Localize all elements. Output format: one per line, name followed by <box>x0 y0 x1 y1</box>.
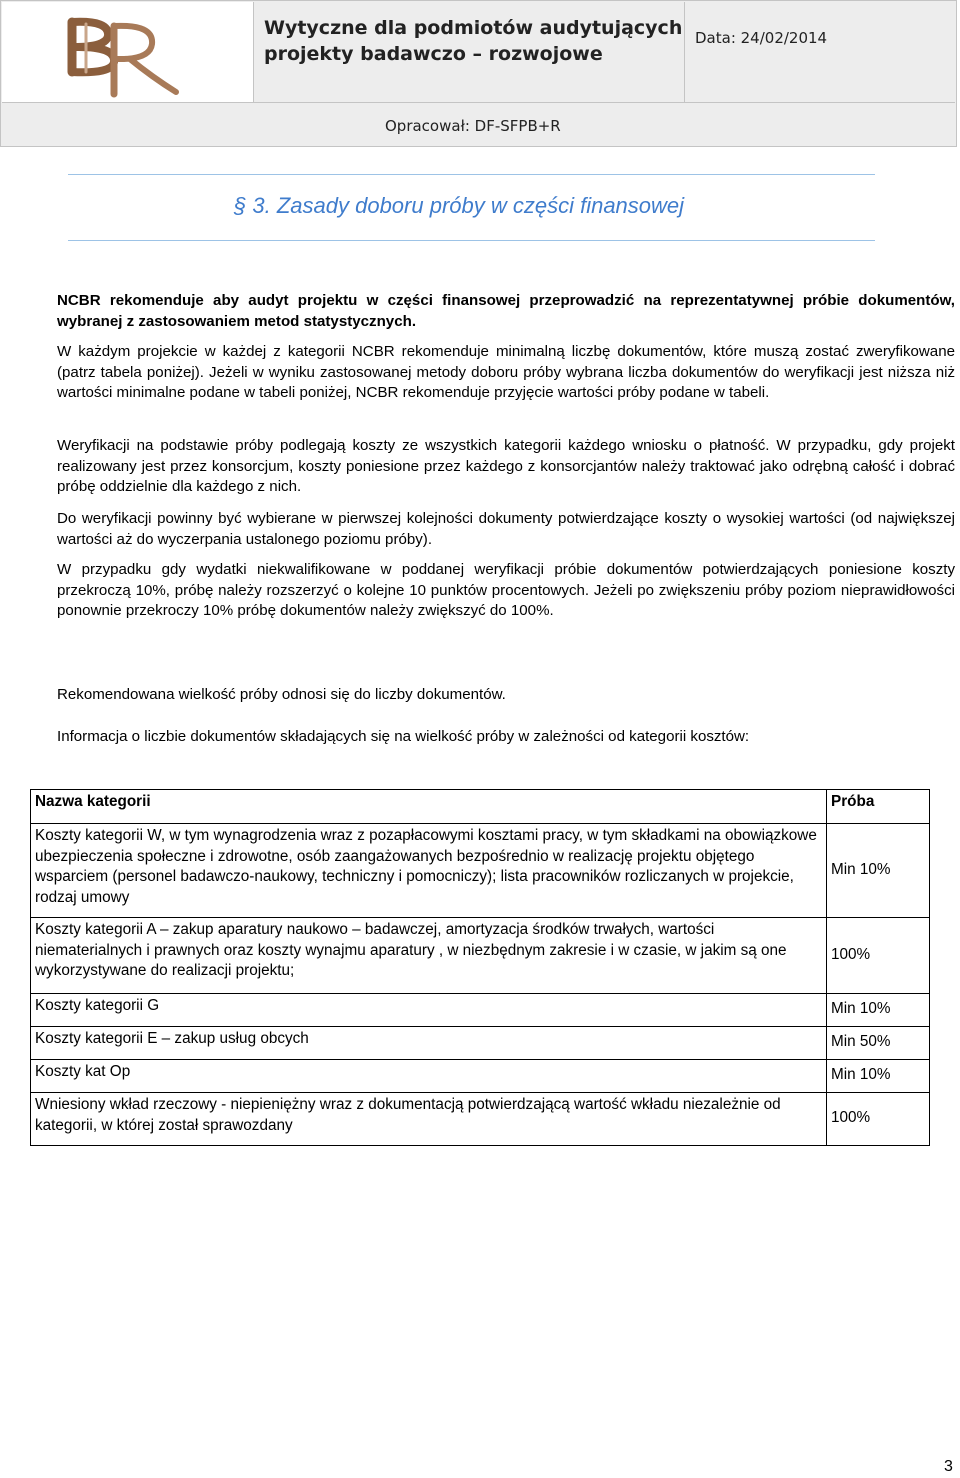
row-sample: Min 10% <box>827 994 930 1027</box>
document-title-line-2: projekty badawczo – rozwojowe <box>264 43 603 65</box>
table-row <box>31 994 930 1027</box>
table-row <box>31 1027 930 1060</box>
row-category: Koszty kategorii E – zakup usług obcych <box>31 1027 827 1060</box>
table-row <box>31 1093 930 1146</box>
prepared-by: Opracował: DF-SFPB+R <box>385 117 561 135</box>
heading-rule-top <box>68 174 875 175</box>
document-header <box>0 0 957 147</box>
header-author-row <box>2 102 955 147</box>
row-category: Koszty kat Op <box>31 1060 827 1093</box>
header-sample: Próba <box>827 790 930 824</box>
row-sample: Min 10% <box>827 1060 930 1093</box>
paragraph-extension: W przypadku gdy wydatki niekwalifikowane w poddanej weryfikacji próbie dokumentów potwierdzających poniesione koszty przekroczą 10%, próbę należy rozszerzyć o kolejne 10 punktów procentowych. Jeżeli po zwiększeniu próby poziom nieprawidłowości ponownie przekroczy 10% próbę dokumentów należy zwiększyć do 100%. <box>57 561 955 619</box>
header-category: Nazwa kategorii <box>31 790 827 824</box>
row-category: Koszty kategorii G <box>31 994 827 1027</box>
ncbr-logo-icon <box>2 2 253 102</box>
table-row <box>31 918 930 994</box>
heading-rule-bottom <box>68 240 875 241</box>
section-symbol: § <box>234 193 247 218</box>
row-sample: Min 50% <box>827 1027 930 1060</box>
document-date: Data: 24/02/2014 <box>695 29 828 47</box>
section-heading <box>234 193 684 219</box>
row-category: Koszty kategorii A – zakup aparatury naukowo – badawczej, amortyzacja środków trwałych, wartości niematerialnych i prawnych oraz koszty wynajmu aparatury , w niezbędnym zakresie i w czasie, w jakim są one wykorzystywane do realizacji projektu; <box>31 918 827 994</box>
paragraph-categories: Weryfikacji na podstawie próby podlegają koszty ze wszystkich kategorii każdego wniosku o płatność. W przypadku, gdy projekt realizowany jest przez konsorcjum, koszty poniesione przez każdego z konsorcjantów należy traktować jako odrębną całość i dobrać próbę oddzielnie dla każdego z nich. <box>57 437 955 495</box>
row-category: Koszty kategorii W, w tym wynagrodzenia wraz z pozapłacowymi kosztami pracy, w tym składkami na obowiązkowe ubezpieczenia społeczne i zdrowotne, osób zaangażowanych bezpośrednio w realizację projektu objętego wsparciem (personel badawczo-naukowy, techniczny i pomocniczy); lista pracowników rozliczanych w projekcie, rodzaj umowy <box>31 824 827 918</box>
paragraph-table-intro: Informacja o liczbie dokumentów składających się na wielkość próby w zależności od kategorii kosztów: <box>57 728 750 745</box>
header-title-cell <box>253 2 685 102</box>
sample-table <box>30 789 930 1146</box>
logo-cell <box>2 2 253 102</box>
svg-text:BR: BR <box>2 2 4 3</box>
table-row <box>31 824 930 918</box>
paragraph-minimum: W każdym projekcie w każdej z kategorii NCBR rekomenduje minimalną liczbę dokumentów, które muszą zostać zweryfikowane (patrz tabela poniżej). Jeżeli w wyniku zastosowanej metody doboru próby wybrana liczba dokumentów do weryfikacji jest niższa niż wartości minimalne podane w tabeli poniżej, NCBR rekomenduje przyjęcie wartości próby podane w tabeli. <box>57 343 955 401</box>
section-title: 3. Zasady doboru próby w części finansowej <box>252 193 685 218</box>
header-date-cell <box>685 2 956 102</box>
table-header-row <box>31 790 930 824</box>
paragraph-high-value: Do weryfikacji powinny być wybierane w pierwszej kolejności dokumenty potwierdzające koszty o wysokiej wartości (od największej wartości aż do wyczerpania ustalonego poziomu próby). <box>57 510 955 548</box>
document-title-line-1: Wytyczne dla podmiotów audytujących <box>264 17 683 39</box>
row-sample: 100% <box>827 1093 930 1146</box>
row-sample: Min 10% <box>827 824 930 918</box>
row-category: Wniesiony wkład rzeczowy - niepieniężny wraz z dokumentacją potwierdzającą wartość wkładu niezależnie od kategorii, w której został sprawozdany <box>31 1093 827 1146</box>
row-sample: 100% <box>827 918 930 994</box>
paragraph-sample-size: Rekomendowana wielkość próby odnosi się do liczby dokumentów. <box>57 686 506 703</box>
page-number: 3 <box>944 1458 953 1475</box>
paragraph-intro: NCBR rekomenduje aby audyt projektu w części finansowej przeprowadzić na reprezentatywnej próbie dokumentów, wybranej z zastosowaniem metod statystycznych. <box>57 292 955 330</box>
table-row <box>31 1060 930 1093</box>
